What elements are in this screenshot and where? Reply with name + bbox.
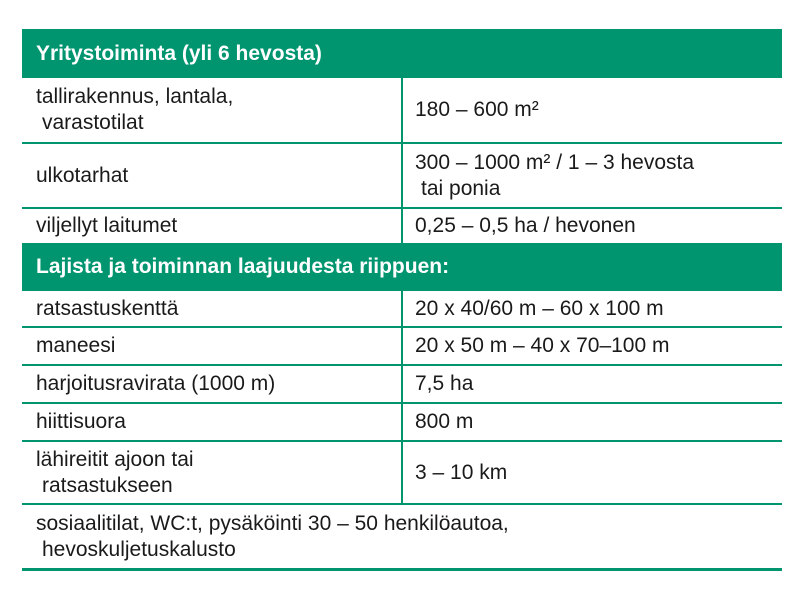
table-row xyxy=(22,366,782,404)
section-title: Lajista ja toiminnan laajuudesta riippuen: xyxy=(36,255,450,278)
row-value: 800 m xyxy=(415,410,474,433)
section-header-scope xyxy=(22,243,782,291)
row-value: 20 x 50 m – 40 x 70–100 m xyxy=(415,334,670,357)
row-label: lähireitit ajoon tai ratsastukseen xyxy=(22,442,403,503)
table-row xyxy=(22,144,782,209)
section-header-business xyxy=(22,29,782,78)
row-value: 300 – 1000 m² / 1 – 3 hevosta tai ponia xyxy=(415,150,695,200)
table-row-footer xyxy=(22,505,782,571)
row-value: 0,25 – 0,5 ha / hevonen xyxy=(415,214,636,237)
row-value: 3 – 10 km xyxy=(415,460,508,484)
footer-note: sosiaalitilat, WC:t, pysäköinti 30 – 50 henkilöautoa, hevoskuljetuskalusto xyxy=(36,511,509,561)
section-title: Yritystoiminta (yli 6 hevosta) xyxy=(36,41,322,65)
table-row xyxy=(22,328,782,366)
row-label: harjoitusravirata (1000 m) xyxy=(22,366,403,402)
row-label: ulkotarhat xyxy=(22,144,403,207)
row-value: 180 – 600 m² xyxy=(415,98,539,121)
table-row xyxy=(22,404,782,442)
row-label: hiittisuora xyxy=(22,404,403,440)
row-value: 20 x 40/60 m – 60 x 100 m xyxy=(415,296,664,320)
table-row xyxy=(22,442,782,505)
table-row xyxy=(22,209,782,243)
table-row xyxy=(22,291,782,328)
facilities-table xyxy=(22,29,782,571)
table-row xyxy=(22,78,782,144)
row-label: ratsastuskenttä xyxy=(22,291,403,326)
row-label: maneesi xyxy=(22,328,403,364)
row-label: viljellyt laitumet xyxy=(22,209,403,243)
row-value: 7,5 ha xyxy=(415,372,474,395)
row-label: tallirakennus, lantala, varastotilat xyxy=(22,78,403,142)
